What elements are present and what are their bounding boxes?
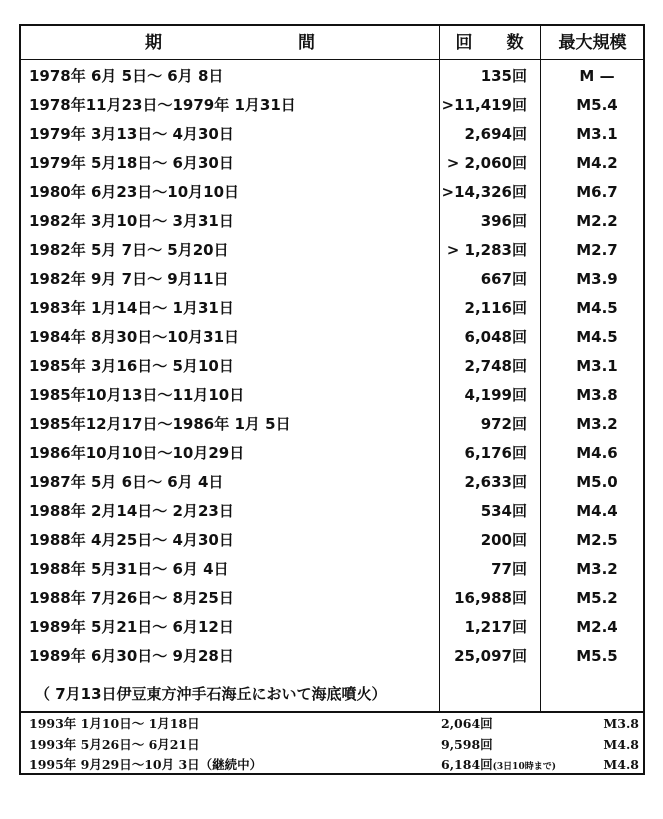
- table-row: [21, 91, 647, 119]
- table-row: [21, 149, 647, 177]
- period-cell: 1995年 9月29日～10月 3日（継続中）: [29, 757, 263, 772]
- table-row: [21, 439, 647, 467]
- period-cell: 1985年12月17日～1986年 1月 5日: [29, 415, 291, 433]
- count-cell: [441, 714, 571, 734]
- magnitude-cell: M4.5: [576, 328, 618, 346]
- period-cell: 1979年 3月13日～ 4月30日: [29, 125, 234, 143]
- period-cell: 1988年 5月31日～ 6月 4日: [29, 560, 229, 578]
- count-cell: 2,633回: [464, 473, 527, 491]
- recent-table-row: [21, 755, 647, 775]
- count-cell: 25,097回: [454, 647, 527, 665]
- table-row: [21, 265, 647, 293]
- table-row: [21, 207, 647, 235]
- table-row: [21, 642, 647, 670]
- count-cell: 396回: [480, 212, 527, 230]
- count-cell: 135回: [480, 67, 527, 85]
- recent-table-row: [21, 714, 647, 734]
- header-period: 期 間: [145, 33, 315, 53]
- table-row: [21, 410, 647, 438]
- magnitude-cell: M4.8: [603, 757, 639, 772]
- magnitude-cell: M3.9: [576, 270, 618, 288]
- count-cell: > 2,060回: [446, 154, 527, 172]
- magnitude-cell: M4.4: [576, 502, 618, 520]
- table-row: [21, 613, 647, 641]
- table-row: [21, 497, 647, 525]
- count-cell: 6,048回: [464, 328, 527, 346]
- magnitude-cell: M3.8: [603, 716, 639, 731]
- magnitude-cell: M3.2: [576, 415, 618, 433]
- header-max-magnitude: 最大規模: [558, 33, 627, 53]
- count-cell: 972回: [480, 415, 527, 433]
- count-cell: 534回: [480, 502, 527, 520]
- table-row: [21, 294, 647, 322]
- magnitude-cell: M4.5: [576, 299, 618, 317]
- magnitude-cell: M4.6: [576, 444, 618, 462]
- period-cell: 1987年 5月 6日～ 6月 4日: [29, 473, 224, 491]
- period-cell: 1979年 5月18日～ 6月30日: [29, 154, 234, 172]
- count-cell: 1,217回: [464, 618, 527, 636]
- magnitude-cell: M3.1: [576, 125, 618, 143]
- magnitude-cell: M —: [579, 67, 615, 85]
- period-cell: 1982年 9月 7日～ 9月11日: [29, 270, 229, 288]
- table-row: [21, 236, 647, 264]
- count-cell: 2,748回: [464, 357, 527, 375]
- table-row: [21, 352, 647, 380]
- table-row: [21, 381, 647, 409]
- count-cell: >14,326回: [441, 183, 527, 201]
- section-divider: [21, 711, 643, 713]
- period-cell: 1984年 8月30日～10月31日: [29, 328, 240, 346]
- magnitude-cell: M2.7: [576, 241, 618, 259]
- period-cell: 1988年 4月25日～ 4月30日: [29, 531, 234, 549]
- table-row: [21, 555, 647, 583]
- period-cell: 1989年 6月30日～ 9月28日: [29, 647, 234, 665]
- period-cell: 1982年 3月10日～ 3月31日: [29, 212, 234, 230]
- count-value: 6,184回: [441, 757, 493, 772]
- magnitude-cell: M2.4: [576, 618, 618, 636]
- count-cell: 2,116回: [464, 299, 527, 317]
- period-cell: 1982年 5月 7日～ 5月20日: [29, 241, 229, 259]
- period-cell: 1985年 3月16日～ 5月10日: [29, 357, 234, 375]
- count-cell: 4,199回: [464, 386, 527, 404]
- count-note: (3日10時まで): [492, 762, 556, 772]
- table-row: [21, 526, 647, 554]
- count-value: 2,064回: [441, 716, 493, 731]
- header-count: 回 数: [455, 33, 524, 53]
- count-cell: 2,694回: [464, 125, 527, 143]
- magnitude-cell: M6.7: [576, 183, 618, 201]
- count-cell: 6,176回: [464, 444, 527, 462]
- period-cell: 1989年 5月21日～ 6月12日: [29, 618, 234, 636]
- period-cell: 1978年11月23日～1979年 1月31日: [29, 96, 296, 114]
- period-cell: 1980年 6月23日～10月10日: [29, 183, 240, 201]
- table-row: [21, 468, 647, 496]
- table-row: [21, 178, 647, 206]
- table-row: [21, 584, 647, 612]
- magnitude-cell: M3.2: [576, 560, 618, 578]
- period-cell: 1993年 5月26日～ 6月21日: [29, 736, 200, 752]
- period-cell: 1988年 2月14日～ 2月23日: [29, 502, 234, 520]
- magnitude-cell: M5.4: [576, 96, 618, 114]
- eruption-note: （ 7月13日伊豆東方沖手石海丘において海底噴火）: [35, 685, 387, 703]
- period-cell: 1986年10月10日～10月29日: [29, 444, 245, 462]
- period-cell: 1993年 1月10日～ 1月18日: [29, 716, 200, 731]
- magnitude-cell: M2.2: [576, 212, 618, 230]
- period-cell: 1983年 1月14日～ 1月31日: [29, 299, 234, 317]
- magnitude-cell: M4.2: [576, 154, 618, 172]
- magnitude-cell: M2.5: [576, 531, 618, 549]
- table-row: [21, 120, 647, 148]
- magnitude-cell: M4.8: [603, 736, 639, 752]
- count-value: 9,598回: [441, 736, 493, 752]
- count-cell: 77回: [491, 560, 527, 578]
- count-cell: >11,419回: [441, 96, 527, 114]
- magnitude-cell: M3.1: [576, 357, 618, 375]
- count-cell: 16,988回: [454, 589, 527, 607]
- count-cell: [441, 735, 571, 755]
- count-cell: [441, 755, 571, 775]
- table-row: [21, 323, 647, 351]
- table-row: [21, 62, 647, 90]
- earthquake-swarm-table: [19, 24, 645, 775]
- count-cell: 667回: [480, 270, 527, 288]
- period-cell: 1988年 7月26日～ 8月25日: [29, 589, 234, 607]
- period-cell: 1985年10月13日～11月10日: [29, 386, 245, 404]
- header-divider: [21, 59, 643, 60]
- recent-table-row: [21, 735, 647, 755]
- magnitude-cell: M5.2: [576, 589, 618, 607]
- earthquake-swarm-table-page: [19, 24, 645, 775]
- magnitude-cell: M3.8: [576, 386, 618, 404]
- period-cell: 1978年 6月 5日～ 6月 8日: [29, 67, 224, 85]
- magnitude-cell: M5.5: [576, 647, 618, 665]
- magnitude-cell: M5.0: [576, 473, 618, 491]
- count-cell: 200回: [480, 531, 527, 549]
- count-cell: > 1,283回: [446, 241, 527, 259]
